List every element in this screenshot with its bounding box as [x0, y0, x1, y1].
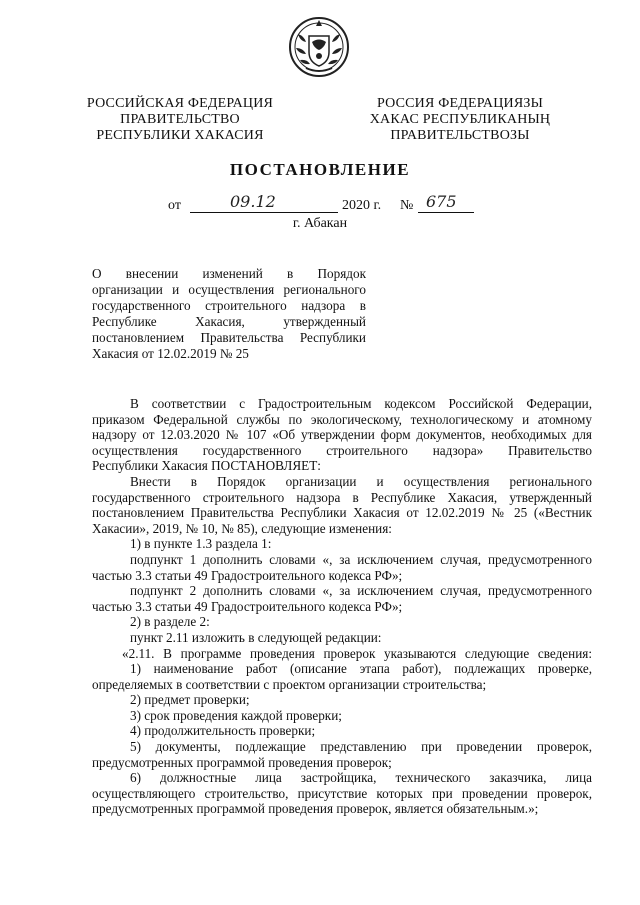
- number-underline: [418, 212, 474, 213]
- subject-line: Республике Хакасия, утвержденный: [92, 314, 366, 329]
- header-right-line-2: ХАКАС РЕСПУБЛИКАНЫҢ: [369, 112, 551, 127]
- subject-line: организации и осуществления регионального: [92, 282, 366, 297]
- body-line: В соответствии с Градостроительным кодексом Российской Федерации,: [130, 396, 592, 411]
- body-line: 1) в пункте 1.3 раздела 1:: [130, 536, 272, 552]
- header-right-line-1: РОССИЯ ФЕДЕРАЦИЯЗЫ: [376, 96, 544, 111]
- body-line: 2) предмет проверки;: [130, 692, 250, 708]
- document-subject: [92, 266, 366, 362]
- subject-line: Хакасия от 12.02.2019 № 25: [92, 346, 249, 361]
- body-line: Республики Хакасия ПОСТАНОВЛЯЕТ:: [92, 458, 321, 474]
- header-left-line-2: ПРАВИТЕЛЬСТВО: [120, 112, 240, 127]
- body-line: 3) срок проведения каждой проверки;: [130, 707, 342, 723]
- from-label: от: [168, 198, 181, 213]
- body-line: частью 3.3 статьи 49 Градостроительного кодекса РФ»;: [92, 598, 403, 614]
- document-title: ПОСТАНОВЛЕНИЕ: [229, 160, 411, 179]
- date-handwritten: 09.12: [230, 192, 276, 211]
- number-handwritten: 675: [426, 192, 457, 211]
- body-line: подпункт 1 дополнить словами «, за исключением случая, предусмотренного: [130, 551, 592, 567]
- body-line: приказом Федеральной службы по экологическому, технологическому и атомному: [92, 411, 592, 427]
- body-line: определяемых в соответствии с проектом организации строительства;: [92, 676, 487, 692]
- body-line: 6) должностные лица застройщика, технического заказчика, лица: [130, 770, 592, 786]
- city: г. Абакан: [292, 216, 348, 231]
- year-label: 2020 г.: [342, 198, 382, 213]
- body-line: подпункт 2 дополнить словами «, за исключением случая, предусмотренного: [130, 583, 592, 599]
- body-line: предусмотренных программой проведения проверок, является обязательным.»;: [92, 801, 539, 817]
- body-line: 4) продолжительность проверки;: [130, 723, 316, 739]
- document-body: [92, 396, 592, 817]
- body-line: надзору от 12.03.2020 № 107 «Об утверждении форм документов, необходимых для: [92, 427, 592, 443]
- body-line: 5) документы, подлежащие представлению при проведении проверок,: [130, 739, 592, 755]
- header-left-line-3: РЕСПУБЛИКИ ХАКАСИЯ: [96, 128, 264, 143]
- body-line: 1) наименование работ (описание этапа работ), подлежащих проверке,: [130, 661, 592, 677]
- subject-line: О внесении изменений в Порядок: [92, 266, 366, 281]
- coat-of-arms-icon: [288, 16, 350, 78]
- body-line: государственного строительного надзора в Республике Хакасия, утвержденный: [92, 489, 592, 505]
- date-number-line: [168, 192, 488, 216]
- body-line: 2) в разделе 2:: [130, 614, 210, 630]
- body-line: осуществления государственного строительного надзора» Правительство: [92, 442, 592, 458]
- date-underline: [190, 212, 338, 213]
- header-right-line-3: ПРАВИТЕЛЬСТВОЗЫ: [390, 128, 530, 143]
- header-left: [80, 96, 280, 144]
- subject-line: государственного строительного надзора в: [92, 298, 366, 313]
- body-line: частью 3.3 статьи 49 Градостроительного кодекса РФ»;: [92, 567, 403, 583]
- body-line: Внести в Порядок организации и осуществления регионального: [130, 473, 592, 489]
- header-left-line-1: РОССИЙСКАЯ ФЕДЕРАЦИЯ: [86, 96, 274, 111]
- body-line: Хакасии», 2019, № 10, № 85), следующие изменения:: [92, 520, 392, 536]
- body-line: осуществляющего строительство, присутствие которых при проведении проверок,: [92, 785, 592, 801]
- body-line: пункт 2.11 изложить в следующей редакции:: [130, 629, 382, 645]
- body-line: предусмотренных программой проведения проверок;: [92, 754, 392, 770]
- subject-line: постановлением Правительства Республики: [92, 330, 366, 345]
- header-right: [362, 96, 558, 144]
- body-line: постановлением Правительства Республики Хакасия от 12.02.2019 № 25 («Вестник: [92, 505, 592, 521]
- number-label: №: [400, 198, 414, 213]
- body-line: «2.11. В программе проведения проверок указываются следующие сведения:: [122, 645, 592, 661]
